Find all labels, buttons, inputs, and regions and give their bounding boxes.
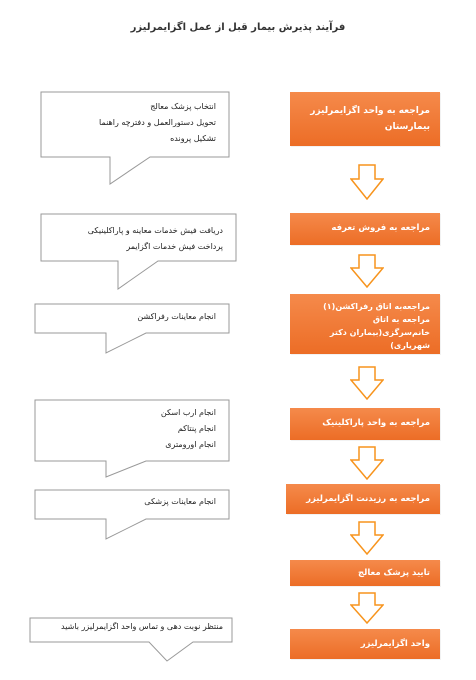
down-arrow-icon — [350, 592, 384, 624]
down-arrow-icon — [350, 164, 384, 200]
callout-line: انتخاب پزشک معالج — [150, 102, 216, 111]
callout-line: انجام اورومتری — [165, 440, 216, 449]
down-arrow-icon — [350, 446, 384, 480]
callout-await-appointment — [29, 617, 233, 663]
callout-payment — [40, 213, 237, 291]
callout-line: انجام ارب اسکن — [160, 408, 216, 417]
step-excimer-laser-unit: واحد اگزایمرلیزر — [290, 629, 440, 659]
page-title: فرآیند پذیرش بیمار قبل از عمل اگزایمرلیزر — [130, 22, 346, 33]
down-arrow-icon — [350, 254, 384, 288]
callout-line: دریافت فیش خدمات معاینه و پاراکلینیکی — [87, 226, 223, 235]
callout-line: انجام معاینات پزشکی — [144, 497, 216, 506]
step-excimer-resident: مراجعه به رزیدنت اگزایمرلیزر — [286, 484, 440, 514]
callout-refraction-exam — [34, 303, 230, 355]
step-paraclinic-unit: مراجعه به واحد پاراکلینیک — [290, 408, 440, 440]
callout-line: تشکیل پرونده — [170, 134, 216, 143]
callout-registration — [40, 91, 230, 186]
callout-paraclinic-tests — [34, 399, 230, 479]
callout-medical-exam — [34, 489, 230, 541]
callout-line: انجام پنتاکم — [177, 424, 216, 433]
callout-line: پرداخت فیش خدمات اگزایمر — [126, 242, 223, 251]
step-refraction-room: مراجعه‌به اتاق رفراکشن(۱) مراجعه به اتاق خانم‌سرگزی(بیماران دکتر شهریاری) — [290, 294, 440, 354]
step-tariff-sales: مراجعه به فروش تعرفه — [290, 213, 440, 245]
callout-line: منتظر نوبت دهی و تماس واحد اگزایمرلیزر باشید — [61, 622, 223, 631]
callout-line: انجام معاینات رفراکشن — [137, 312, 216, 321]
down-arrow-icon — [350, 521, 384, 555]
callout-line: تحویل دستورالعمل و دفترچه راهنما — [99, 118, 216, 127]
step-excimer-unit-visit: مراجعه به واحد اگزایمرلیزر بیمارستان — [290, 92, 440, 146]
down-arrow-icon — [350, 366, 384, 400]
step-physician-approval: تایید پزشک معالج — [290, 560, 440, 586]
